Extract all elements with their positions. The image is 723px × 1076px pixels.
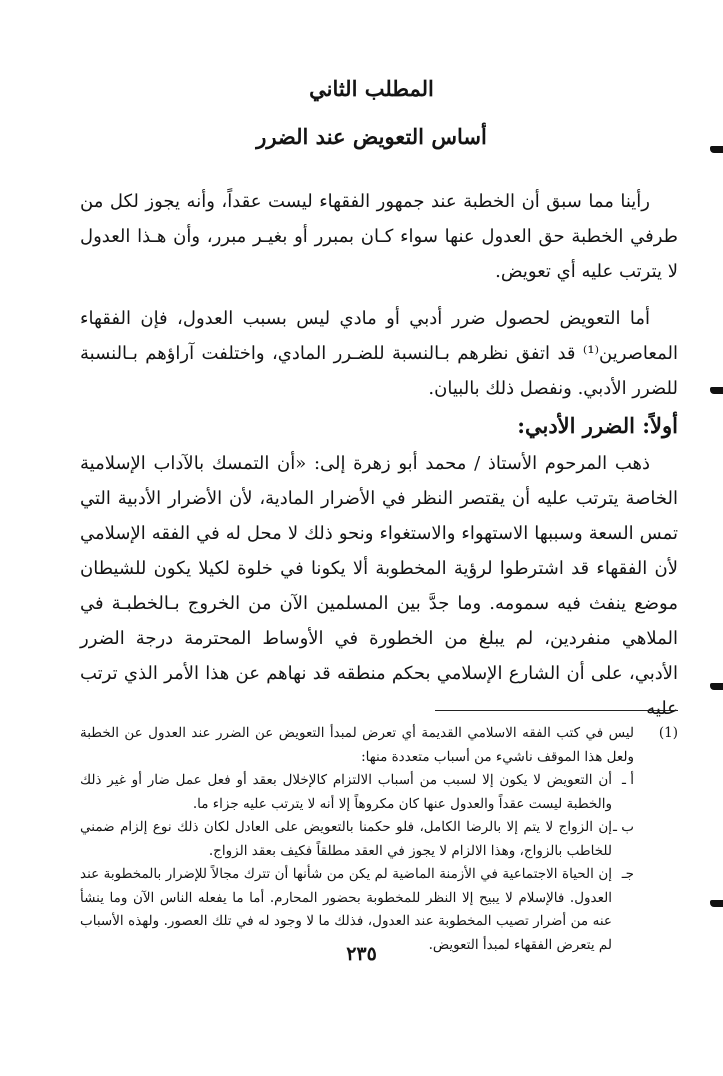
footnote-item-text: أن التعويض لا يكون إلا لسبب من أسباب الالتزام كالإخلال بعقد أو فعل عمل ضار أو غير ذلك والخطبة ليست عقداً والعدول عنها كان مكروهاً إلا أنه لا يترتب عليه جزاء ما.: [80, 772, 612, 812]
section-title: المطلب الثاني: [309, 76, 434, 101]
main-text: [80, 184, 678, 726]
paragraph-1: رأينا مما سبق أن الخطبة عند جمهور الفقهاء ليست عقداً، وأنه يجوز لكل من طرفي الخطبة حق العدول عنها سواء كـان بمبرر أو بغيـر مبرر، وأن هـذا العدول لا يترتب عليه أي تعويض.: [80, 191, 678, 282]
footnote-item-text: إن الحياة الاجتماعية في الأزمنة الماضية لم يكن من شأنها أن تترك مجالاً للإضرار بالمخطوبة عند العدول. فالإسلام لا يبيح إلا النظر للمخطوبة بحضور المحارم. أما ما يفعله الناس الآن وما ينشأ عنه من أضرار تصيب المخطوبة عند العدول، فذلك ما لا وجود له في تلك العصور. ولهذه الأسباب لم يتعرض الفقهاء لمبدأ التعويض.: [80, 866, 612, 953]
paragraph-3: ذهب المرحوم الأستاذ / محمد أبو زهرة إلى: «أن التمسك بالآداب الإسلامية الخاصة يترتب عليه أن يقتصر النظر في الأضرار المادية، لأن الأضرار الأدبية التي تمس السعة وسببها الاستهواء والاستغواء ونحو ذلك لا محل له في الفقه الإسلامي لأن الفقهاء قد اشترطوا لرؤية المخطوبة ألا يكونا في خلوة لكيلا يكون للشيطان موضع ينفث فيه سمومه. وما جدَّ بين المسلمين الآن من الخروج بـالخطبـة في الملاهي منفردين، لم يبلغ من الخطورة في الأوساط المحترمة درجة الضرر الأدبي، على أن الشارع الإسلامي بحكم منطقه قد نهاهم عن هذا الأمر الذي ترتب عليه: [80, 453, 678, 719]
footnote-item-text: إن الزواج لا يتم إلا بالرضا الكامل، فلو حكمنا بالتعويض على العادل لكان ذلك نوع إلزام ضمني للخاطب بالزواج، وهذا الالزام لا يجوز في العقد مطلقاً فكيف بعقد الزواج.: [80, 819, 612, 859]
footnote-item-letter: جـ: [621, 866, 634, 882]
margin-mark: [710, 683, 723, 690]
footnote-mark: (1): [658, 725, 678, 741]
section-subtitle: أساس التعويض عند الضرر: [256, 124, 487, 149]
footnote-intro: ليس في كتب الفقه الاسلامي القديمة أي تعرض لمبدأ التعويض عن الضرر عند العدول عن الخطبة ولعل هذا الموقف ناشيء من أسباب متعددة منها:: [80, 725, 634, 765]
footnote-item-letter: ب ـ: [613, 819, 634, 835]
subheading-moral-damage: أولاً: الضرر الأدبي:: [517, 413, 678, 438]
footnote-1: [80, 722, 678, 957]
footnote-item-a: [80, 769, 634, 816]
footnote-item-b: [80, 816, 634, 863]
margin-mark: [710, 900, 723, 907]
margin-mark: [710, 387, 723, 394]
footnotes: [80, 722, 678, 957]
footnote-item-letter: أ ـ: [622, 772, 634, 788]
footnote-divider: [435, 710, 678, 711]
page-number: ٢٣٥: [346, 943, 377, 965]
paragraph-2: أما التعويض لحصول ضرر أدبي أو مادي ليس بسبب العدول، فإن الفقهاء المعاصرين⁽¹⁾ قد اتفق نظرهم بـالنسبة للضـرر المادي، واختلفت آراؤهم بـالنسبة للضرر الأدبي. ونفصل ذلك بالبيان.: [80, 308, 678, 399]
